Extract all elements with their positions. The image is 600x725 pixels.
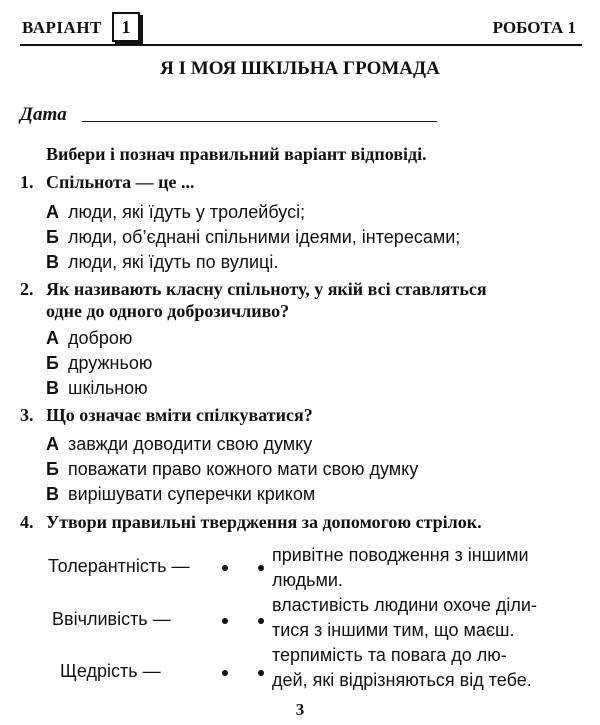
question-2-line2: одне до одного доброзичливо?	[46, 301, 290, 321]
definition-3	[272, 643, 532, 693]
question-number: 1.	[20, 172, 34, 192]
q1-option-c[interactable]	[46, 250, 278, 274]
q3-option-b[interactable]	[46, 457, 418, 481]
question-number: 2.	[20, 279, 34, 299]
variant-label: ВАРІАНТ	[22, 18, 102, 37]
option-letter: А	[46, 202, 59, 222]
page-header	[20, 10, 580, 42]
option-letter: В	[46, 252, 59, 272]
term-tolerance: Толерантність —	[48, 556, 190, 576]
date-field-line[interactable]	[82, 121, 437, 122]
definition-2	[272, 593, 537, 643]
term-politeness: Ввічливість —	[52, 609, 171, 629]
option-text: люди, об’єднані спільними ідеями, інтересами;	[68, 227, 461, 247]
definition-line: дей, які відрізняються від тебе.	[272, 670, 532, 690]
option-text: шкільною	[68, 378, 148, 398]
option-text: доброю	[68, 328, 133, 348]
definition-line: властивість людини охоче діли-	[272, 595, 537, 615]
option-letter: В	[46, 484, 59, 504]
q3-option-a[interactable]	[46, 432, 312, 456]
question-text-line1: Як називають класну спільноту, у якій всі ставляться	[46, 279, 487, 299]
definition-line: тися з іншими тим, що маєш.	[272, 620, 515, 640]
question-4	[20, 510, 482, 535]
question-text: Спільнота — це ...	[46, 172, 195, 192]
q2-option-a[interactable]	[46, 326, 132, 350]
option-text: поважати право кожного мати свою думку	[68, 459, 419, 479]
option-letter: Б	[46, 227, 59, 247]
option-text: завжди доводити свою думку	[68, 434, 313, 454]
option-letter: Б	[46, 459, 59, 479]
question-number: 3.	[20, 405, 34, 425]
q2-option-b[interactable]	[46, 351, 152, 375]
term-generosity: Щедрість —	[60, 661, 161, 681]
page-number: 3	[295, 700, 305, 719]
definition-line: терпимість та повага до лю-	[272, 645, 507, 665]
option-letter: В	[46, 378, 59, 398]
left-connector-dot[interactable]	[222, 565, 228, 571]
definition-line: людьми.	[272, 570, 343, 590]
option-letter: А	[46, 434, 59, 454]
option-text: дружньою	[68, 353, 153, 373]
q2-option-c[interactable]	[46, 376, 148, 400]
definition-line: привітне поводження з іншими	[272, 545, 529, 565]
option-text: люди, які їдуть у тролейбусі;	[68, 202, 306, 222]
left-connector-dot[interactable]	[222, 670, 228, 676]
definition-1	[272, 543, 529, 593]
option-letter: Б	[46, 353, 59, 373]
option-text: люди, які їдуть по вулиці.	[68, 252, 279, 272]
date-label: Дата	[20, 104, 67, 125]
question-number: 4.	[20, 512, 34, 532]
header-divider	[20, 44, 582, 46]
right-connector-dot[interactable]	[258, 670, 264, 676]
right-connector-dot[interactable]	[258, 565, 264, 571]
question-text: Утвори правильні твердження за допомогою стрілок.	[46, 512, 482, 532]
option-text: вирішувати суперечки криком	[68, 484, 316, 504]
question-text: Що означає вміти спілкуватися?	[46, 405, 313, 425]
page-title: Я І МОЯ ШКІЛЬНА ГРОМАДА	[160, 58, 440, 79]
question-3	[20, 403, 313, 428]
question-1	[20, 170, 195, 195]
variant-number: 1	[112, 12, 140, 42]
q3-option-c[interactable]	[46, 482, 315, 506]
left-connector-dot[interactable]	[222, 618, 228, 624]
q1-option-b[interactable]	[46, 225, 460, 249]
right-connector-dot[interactable]	[258, 618, 264, 624]
work-label: РОБОТА 1	[492, 18, 576, 37]
instruction: Вибери і познач правильний варіант відповіді.	[46, 144, 427, 164]
option-letter: А	[46, 328, 59, 348]
q1-option-a[interactable]	[46, 200, 305, 224]
